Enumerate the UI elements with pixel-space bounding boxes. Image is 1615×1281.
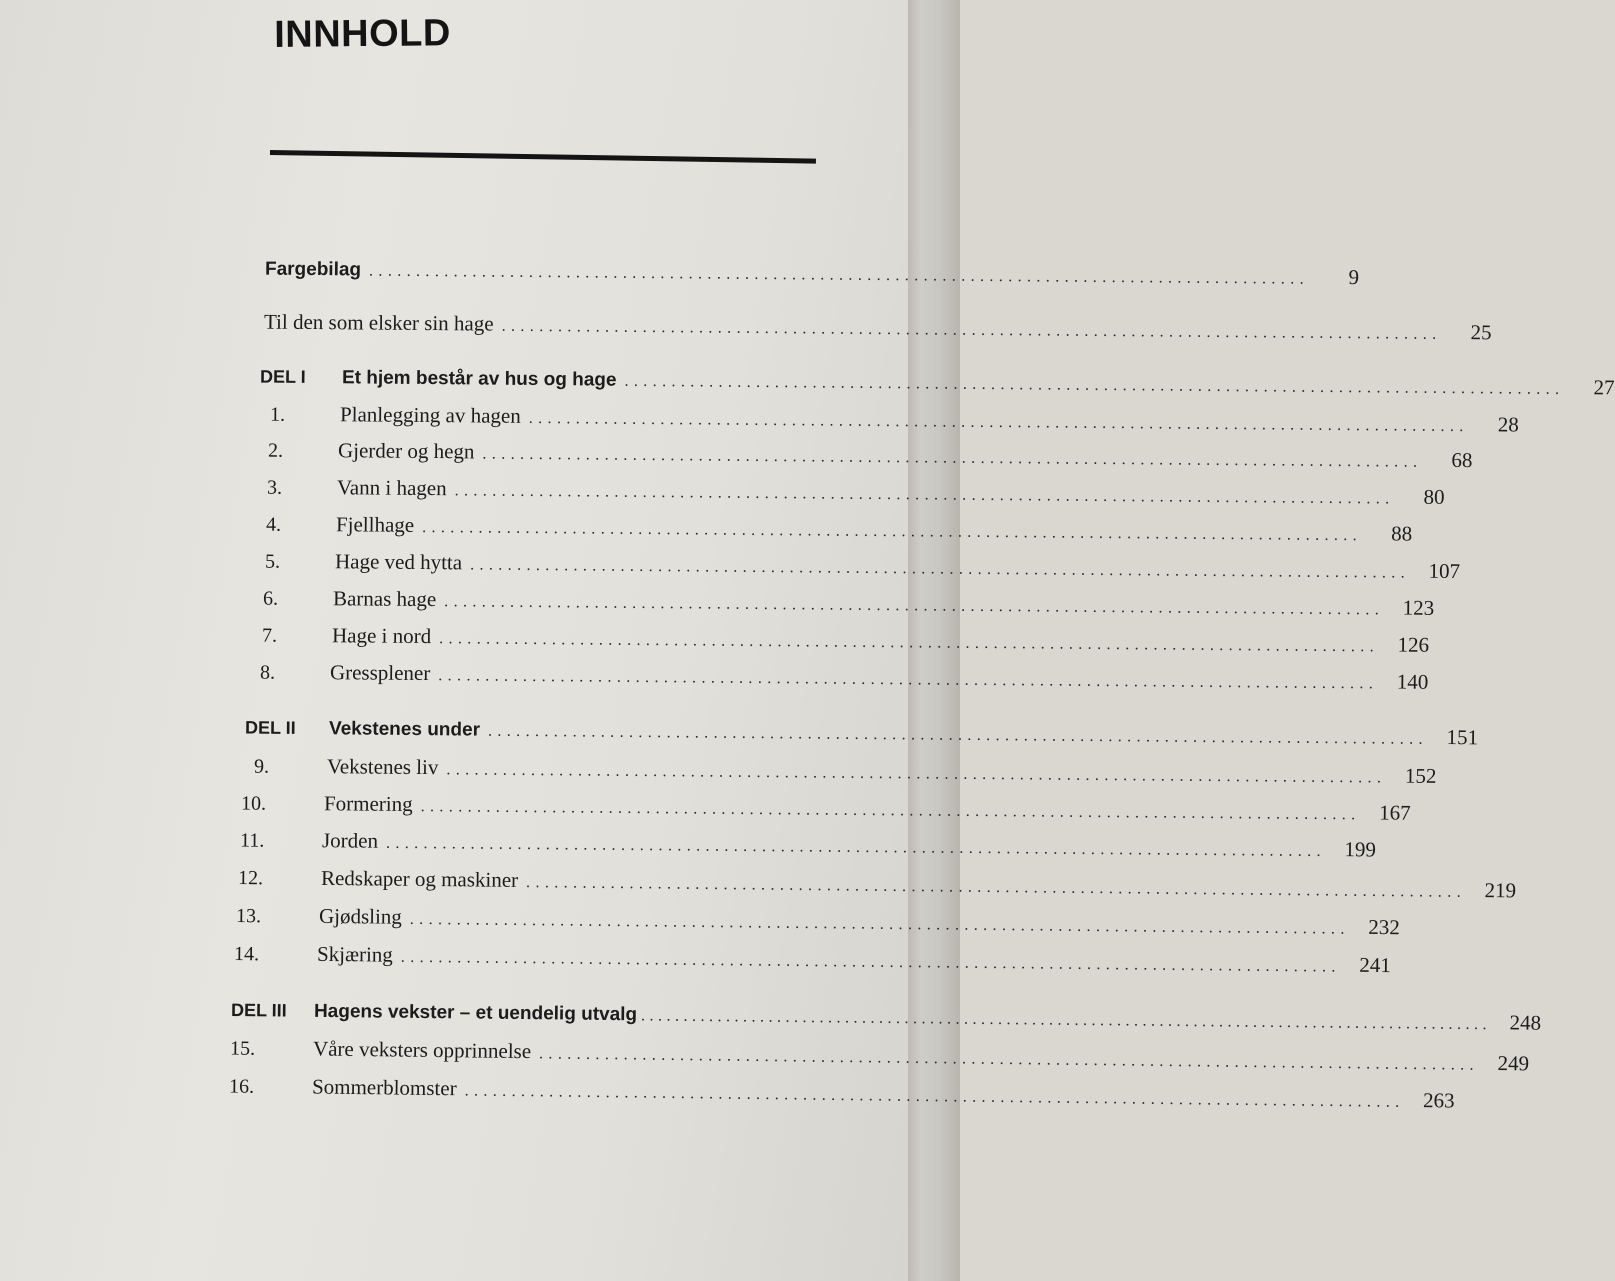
entry-label: Fargebilag: [264, 258, 362, 281]
entry-label: Planlegging av hagen: [339, 402, 521, 428]
dot-leader: ....................................................................................................: [464, 1082, 1405, 1111]
chapter-number: 9.: [253, 755, 270, 778]
entry-label: Skjæring: [316, 941, 394, 967]
toc-chapter-10: [240, 791, 1411, 825]
entry-label: Formering: [323, 791, 413, 817]
dot-leader: ....................................................................................................: [385, 834, 1327, 860]
toc-entry-preface: [263, 309, 1492, 345]
entry-page: 263: [1422, 1088, 1455, 1113]
dot-leader: ....................................................................................................: [439, 630, 1380, 656]
dot-leader: ....................................................................................................: [438, 667, 1379, 693]
toc-chapter-11: [239, 828, 1377, 862]
entry-label: Hagens vekster – et uendelig utvalg: [313, 1000, 638, 1026]
dot-leader: ....................................................................................................: [470, 556, 1411, 582]
entry-page: 140: [1396, 669, 1429, 694]
toc-chapter-1: [269, 402, 1519, 437]
dot-leader: ....................................................................................................: [446, 761, 1387, 787]
dot-leader: ....................................................................................................: [422, 518, 1363, 545]
toc-chapter-5: [264, 549, 1461, 584]
chapter-number: 2.: [267, 439, 284, 462]
toc-chapter-13: [235, 903, 1400, 940]
chapter-number: 10.: [240, 792, 267, 815]
dot-leader: ....................................................................................................: [526, 874, 1467, 901]
toc-chapter-2: [267, 438, 1473, 473]
toc-chapter-8: [259, 660, 1429, 694]
chapter-number: 11.: [239, 829, 265, 852]
dot-leader: ....................................................................................................: [641, 1007, 1492, 1034]
chapter-number: 12.: [237, 867, 264, 890]
entry-page: 9: [1348, 265, 1360, 290]
entry-label: Hage ved hytta: [334, 549, 463, 575]
entry-label: Sommerblomster: [311, 1074, 457, 1101]
entry-page: 199: [1344, 837, 1377, 862]
entry-label: Fjellhage: [335, 512, 415, 537]
dot-leader: ....................................................................................................: [487, 722, 1429, 748]
part-number: DEL I: [259, 366, 306, 387]
entry-page: 232: [1368, 914, 1400, 940]
toc-chapter-3: [266, 475, 1445, 509]
entry-page: 88: [1391, 521, 1413, 546]
dot-leader: ....................................................................................................: [538, 1045, 1480, 1074]
dot-leader: ....................................................................................................: [528, 409, 1469, 436]
entry-label: Til den som elsker sin hage: [263, 309, 494, 336]
toc-chapter-15: [229, 1035, 1530, 1076]
chapter-number: 13.: [235, 905, 262, 928]
toc-chapter-4: [265, 512, 1413, 546]
chapter-number: 1.: [269, 403, 286, 426]
toc-part-1: [259, 364, 1615, 400]
toc-chapter-12: [237, 865, 1517, 903]
dot-leader: ....................................................................................................: [400, 948, 1341, 976]
toc-chapter-7: [261, 623, 1430, 657]
entry-label: Vann i hagen: [336, 475, 447, 501]
entry-label: Gressplener: [329, 660, 431, 686]
chapter-number: 3.: [266, 476, 283, 499]
chapter-number: 7.: [261, 624, 278, 647]
entry-label: Redskaper og maskiner: [320, 865, 519, 892]
part-number: DEL II: [244, 717, 296, 738]
dot-leader: ....................................................................................................: [444, 593, 1385, 619]
toc-chapter-6: [262, 586, 1435, 620]
dot-leader: ....................................................................................................: [409, 910, 1350, 938]
entry-page: 107: [1428, 558, 1461, 584]
chapter-number: 14.: [233, 943, 260, 966]
toc-title: INNHOLD: [274, 12, 452, 56]
entry-page: 25: [1470, 320, 1492, 345]
toc-chapter-14: [233, 941, 1391, 978]
toc-part-3: [230, 997, 1542, 1035]
entry-label: Vekstenes under: [328, 718, 481, 741]
entry-label: Vekstenes liv: [326, 754, 439, 780]
entry-label: Gjødsling: [318, 903, 402, 929]
part-number: DEL III: [230, 999, 287, 1021]
chapter-number: 15.: [229, 1037, 256, 1060]
entry-page: 151: [1446, 725, 1479, 750]
toc-part-2: [244, 715, 1479, 750]
chapter-number: 8.: [259, 661, 276, 684]
entry-page: 249: [1497, 1050, 1530, 1076]
entry-page: 123: [1402, 595, 1435, 620]
dot-leader: ....................................................................................................: [624, 372, 1565, 398]
entry-page: 167: [1379, 800, 1411, 825]
chapter-number: 5.: [264, 550, 281, 573]
entry-label: Gjerder og hegn: [337, 438, 475, 464]
dot-leader: ....................................................................................................: [420, 798, 1361, 824]
chapter-number: 16.: [228, 1075, 255, 1098]
entry-page: 68: [1451, 447, 1473, 473]
entry-page: 219: [1484, 878, 1517, 903]
entry-page: 241: [1359, 952, 1391, 978]
entry-label: Barnas hage: [332, 586, 437, 612]
entry-label: Et hjem består av hus og hage: [341, 367, 617, 391]
chapter-number: 6.: [262, 587, 279, 610]
dot-leader: ....................................................................................................: [501, 317, 1442, 343]
entry-page: 248: [1509, 1010, 1542, 1035]
entry-label: Hage i nord: [331, 623, 432, 649]
entry-page: 152: [1404, 763, 1437, 788]
entry-page: 80: [1423, 484, 1445, 509]
toc-chapter-16: [228, 1073, 1455, 1113]
entry-page: 27: [1593, 375, 1615, 400]
dot-leader: ....................................................................................................: [454, 482, 1395, 508]
dot-leader: ....................................................................................................: [368, 262, 1310, 288]
toc-chapter-9: [253, 754, 1437, 788]
toc-entry-fargebilag: [264, 256, 1360, 290]
entry-page: 126: [1397, 632, 1430, 657]
entry-page: 28: [1497, 412, 1519, 437]
entry-label: Våre veksters opprinnelse: [312, 1036, 532, 1064]
entry-label: Jorden: [321, 828, 379, 853]
dot-leader: ....................................................................................................: [482, 445, 1423, 471]
chapter-number: 4.: [265, 513, 282, 536]
